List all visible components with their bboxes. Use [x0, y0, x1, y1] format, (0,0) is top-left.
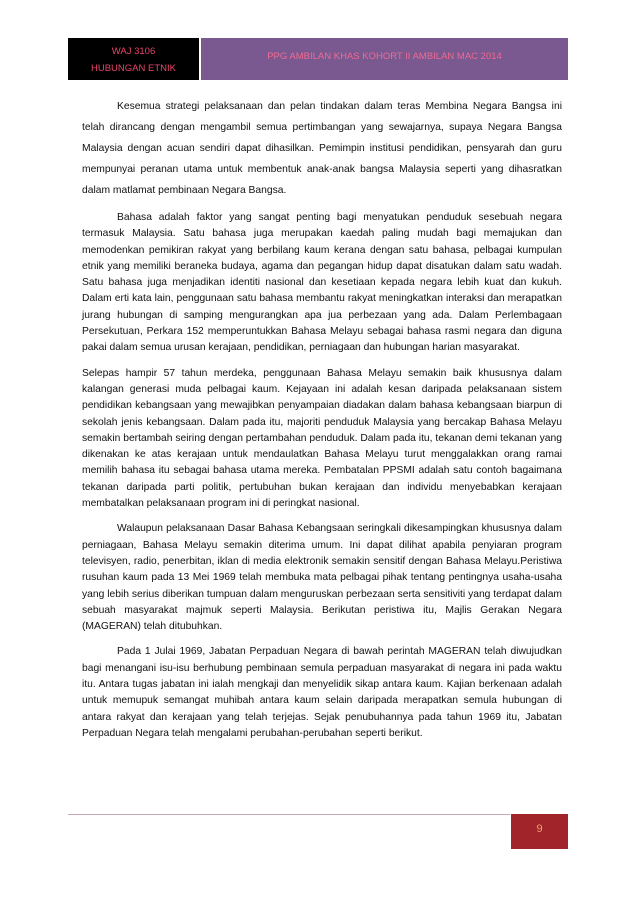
paragraph-2: Bahasa adalah faktor yang sangat penting bagi menyatukan penduduk sesebuah negara termasuk Malaysia. Satu bahasa juga merupakan kaedah paling mudah bagi memajukan dan memodenkan pemikiran rakyat yang berbilang kaum kerana dengan satu bahasa, pelbagai kumpulan etnik yang memiliki beraneka budaya, agama dan pegangan hidup dapat disatukan dalam satu wadah. Satu bahasa juga menjadikan identiti nasional dan kesetiaan kepada negara lebih kuat dan kukuh. Dalam erti kata lain, penggunaan satu bahasa membantu rakyat meningkatkan interaksi dan merapatkan jurang hubungan di samping mengurangkan apa jua perbezaan yang ada. Dalam Perlembagaan Persekutuan, Perkara 152 memperuntukkan Bahasa Melayu sebagai bahasa rasmi negara dan diguna pakai dalam semua urusan kerajaan, pendidikan, perniagaan dan hubungan harian masyarakat. [82, 212, 562, 354]
footer-divider [68, 814, 510, 815]
header-program-box [201, 38, 568, 80]
paragraph-1: Kesemua strategi pelaksanaan dan pelan tindakan dalam teras Membina Negara Bangsa ini telah dirancang dengan mengambil semua pertimbangan yang sewajarnya, supaya Negara Bangsa Malaysia dengan acuan sendiri dapat dihasilkan. Pemimpin institusi pendidikan, pensyarah dan guru mempunyai peranan utama untuk membentuk anak-anak bangsa Malaysia seperti yang dihasratkan dalam matlamat pembinaan Negara Bangsa. [82, 101, 562, 196]
paragraph-3: Selepas hampir 57 tahun merdeka, penggunaan Bahasa Melayu semakin baik khususnya dalam kalangan generasi muda pelbagai kaum. Kejayaan ini adalah kesan daripada pelaksanaan sistem pendidikan kebangsaan yang mewajibkan penyampaian diadakan dalam bahasa kebangsaan biarpun di sekolah jenis kebangsaan. Dalam pada itu, majoriti penduduk Malaysia yang bercakap Bahasa Melayu semakin bertambah seiring dengan pertambahan penduduk. Dalam pada itu, tekanan demi tekanan yang dikenakan ke atas kerajaan untuk mendaulatkan Bahasa Melayu turut menggalakkan orang ramai memilih bahasa itu sebagai bahasa utama mereka. Pembatalan PPSMI adalah satu contoh bagaimana tekanan daripada parti politik, pertubuhan bukan kerajaan dan individu menyebabkan kerajaan membatalkan pelaksanaan program ini di peringkat nasional. [82, 367, 562, 510]
course-code: WAJ 3106 [111, 46, 156, 57]
paragraph-4: Walaupun pelaksanaan Dasar Bahasa Kebangsaan seringkali dikesampingkan khususnya dalam perniagaan, Bahasa Melayu semakin diterima umum. Ini dapat dilihat apabila penyiaran program televisyen, radio, penerbitan, iklan di media elektronik semakin sensitif dengan Bahasa Melayu.Peristiwa rusuhan kaum pada 13 Mei 1969 telah membuka mata pelbagai pihak tentang pentingnya usaha-usaha yang lebih serius diberikan tumpuan dalam menguruskan perbezaan serta sensitiviti yang terdapat dalam sebuah masyarakat majmuk seperti Malaysia. Berikutan peristiwa itu, Majlis Gerakan Negara (MAGERAN) telah ditubuhkan. [82, 523, 562, 633]
paragraph-5: Pada 1 Julai 1969, Jabatan Perpaduan Negara di bawah perintah MAGERAN telah diwujudkan bagi menangani isu-isu berhubung pembinaan semula perpaduan masyarakat di negara ini pada waktu itu. Antara tugas jabatan ini ialah mengkaji dan menyelidik sikap antara kaum. Kajian berkenaan adalah untuk memupuk semangat muhibah antara kaum selain daripada merapatkan semula hubungan di antara rakyat dan kerajaan yang telah terjejas. Sejak penubuhannya pada tahun 1969 itu, Jabatan Perpaduan Negara telah mengalami perubahan-perubahan seperti berikut. [82, 646, 562, 739]
page-number-box [511, 814, 568, 849]
program-title: PPG AMBILAN KHAS KOHORT II AMBILAN MAC 2014 [267, 51, 502, 62]
header-course-box [68, 38, 199, 80]
page-body [82, 96, 562, 751]
page-number: 9 [536, 823, 543, 835]
course-name: HUBUNGAN ETNIK [91, 63, 176, 74]
